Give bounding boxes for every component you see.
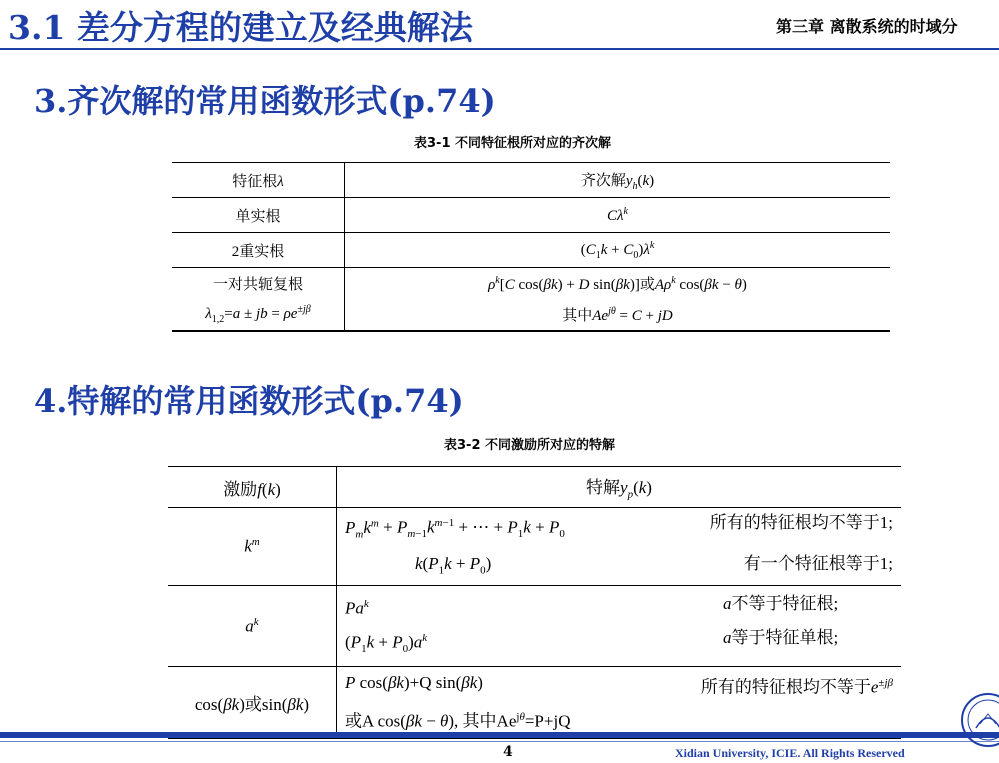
table2-header-solution: 特解$y_p(k)$ [337,467,902,508]
page-number: 4 [503,744,513,760]
footer-rule [0,741,999,742]
chapter-title: 第三章 离散系统的时域分 [776,17,958,36]
table1-header-solution: 齐次解$y_h(k)$ [345,163,891,198]
table2-solution-cell [337,586,902,667]
table1-solution-cell: 其中$Ae^{j\theta} = C$ + jD [345,298,891,331]
table-row [172,298,890,331]
table2-excitation-cell: $k^m$ [168,508,337,586]
particular-solution-table [168,466,901,739]
table2-form: $k(P_1k + P_0)$ [415,554,492,577]
section3-heading: 3.齐次解的常用函数形式(p.74) [34,82,496,120]
table2-condition: a等于特征单根; [723,628,839,648]
footer-copyright: Xidian University, ICIE. All Rights Reserved [675,746,905,760]
table1-caption: 表3-1 不同特征根所对应的齐次解 [414,136,612,151]
header-rule [0,48,999,50]
section4-heading: 4.特解的常用函数形式(p.74) [34,382,464,420]
table1-root-cell: 2重实根 [172,233,345,268]
homogeneous-solution-table [172,162,890,332]
table2-header-excitation: 激励f(k) [168,467,337,508]
table2-solution-cell [337,508,902,586]
table1-solution-cell: $C\lambda^k$ [345,198,891,233]
table1-solution-cell: $(C_1k + C_0)\lambda^k$ [345,233,891,268]
table2-form: Pa$^k$ [345,597,369,618]
table1-solution-cell: $\rho^k[C$ cos(βk) + D sin(βk)]或$A\rho^k$ cos(βk − θ) [488,274,747,293]
table2-condition: 有一个特征根等于1; [743,554,893,574]
table1-root-cell: $\lambda_{1,2}=a$ ± jb = $\rho e^{\pm j\beta}$ [172,298,345,331]
table2-solution-cell [337,667,902,739]
table2-excitation-cell: $a^k$ [168,586,337,667]
university-seal-icon [958,690,999,750]
table2-condition: a不等于特征根; [723,593,839,613]
table1-root-cell: 单实根 [172,198,345,233]
table-row [172,198,890,233]
table1-root-cell: 一对共轭复根 [172,268,345,299]
table-row [168,508,901,586]
table2-excitation-cell: cos(βk)或sin(βk) [168,667,337,739]
table-row [172,163,890,198]
header-title: 3.1 差分方程的建立及经典解法 [8,8,473,47]
table-row [168,467,901,508]
table2-form: P cos(βk)+Q sin(βk) [345,672,483,692]
footer-bar [0,732,999,738]
table2-form: $(P_1k + P_0)a^k$ [345,632,428,656]
table2-form: 或A cos(βk − θ), 其中$Ae^{j\theta}=P+jQ$ [345,711,571,732]
table-row [172,268,890,299]
table1-header-root: 特征根λ [172,163,345,198]
table-row [168,586,901,667]
table2-condition: 所有的特征根均不等于1; [709,513,893,532]
table2-caption: 表3-2 不同激励所对应的特解 [444,438,616,453]
table2-condition: 所有的特征根均不等于$e^{\pm j\beta}$ [700,676,893,697]
table-row [172,233,890,268]
table2-form: $P_mk^m + P_{m-1}k^{m-1}$ + ⋯ + $P_1k + P_0$ [345,517,565,541]
table-row [168,667,901,739]
